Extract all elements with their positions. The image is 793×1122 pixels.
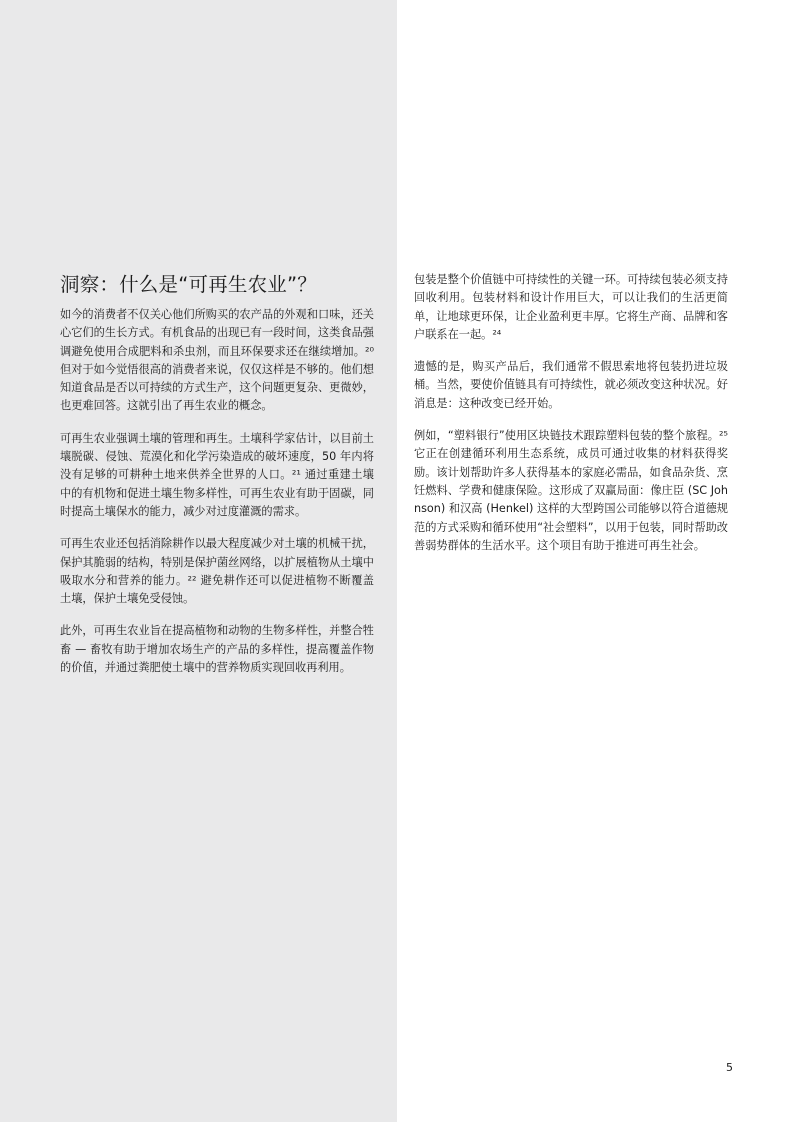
left-paragraph-1: 如今的消费者不仅关心他们所购买的农产品的外观和口味，还关心它们的生长方式。有机食品的出现已有一段时间，这类食品强调避免使用合成肥料和杀虫剂，而且环保要求还在继续增加。²⁰ 但对于如今觉悟很高的消费者来说，仅仅这样是不够的。他们想知道食品是否以可持续的方式生产，这个问题更复杂、更微妙，也更难回答。这就引出了再生农业的概念。 [60,308,374,413]
left-column [60,272,374,691]
left-paragraph-4: 此外，可再生农业旨在提高植物和动物的生物多样性，并整合牲畜 — 畜牧有助于增加农场生产的产品的多样性，提高覆盖作物的价值，并通过粪肥使土壤中的营养物质实现回收再利用。 [60,624,374,675]
right-paragraph-2: 遗憾的是，购买产品后，我们通常不假思索地将包装扔进垃圾桶。当然，要使价值链具有可持续性，就必须改变这种状况。好消息是：这种改变已经开始。 [414,360,728,410]
right-column [414,271,728,569]
section-heading: 洞察：什么是“可再生农业”？ [60,273,318,296]
left-paragraph-3: 可再生农业还包括消除耕作以最大程度减少对土壤的机械干扰，保护其脆弱的结构，特别是保护菌丝网络，以扩展植物从土壤中吸取水分和营养的能力。²² 避免耕作还可以促进植物不断覆盖土壤，保护土壤免受侵蚀。 [60,537,374,606]
left-paragraph-2: 可再生农业强调土壤的管理和再生。土壤科学家估计，以目前土壤脱碳、侵蚀、荒漠化和化学污染造成的破坏速度，50 年内将没有足够的可耕种土地来供养全世界的人口。²¹ 通过重建土壤中的有机物和促进土壤生物多样性，可再生农业有助于固碳，同时提高土壤保水的能力，减少对过度灌溉的需求。 [60,431,374,518]
right-paragraph-3: 例如，“塑料银行”使用区块链技术跟踪塑料包装的整个旅程。²⁵ 它正在创建循环利用生态系统，成员可通过收集的材料获得奖励。该计划帮助许多人获得基本的家庭必需品，如食品杂货、烹饪燃料、学费和健康保险。这形成了双赢局面：像庄臣 (SC Johnson) 和汉高 (Henkel) 这样的大型跨国公司能够以符合道德规范的方式采购和循环使用“社会塑料”，以用于包装，同时帮助改善弱势群体的生活水平。这个项目有助于推进可再生社会。 [414,429,728,552]
right-paragraph-1: 包装是整个价值链中可持续性的关键一环。可持续包装必须支持回收利用。包装材料和设计作用巨大，可以让我们的生活更简单，让地球更环保，让企业盈利更丰厚。它将生产商、品牌和客户联系在一起。²⁴ [414,273,728,341]
page-number: 5 [726,1061,733,1074]
